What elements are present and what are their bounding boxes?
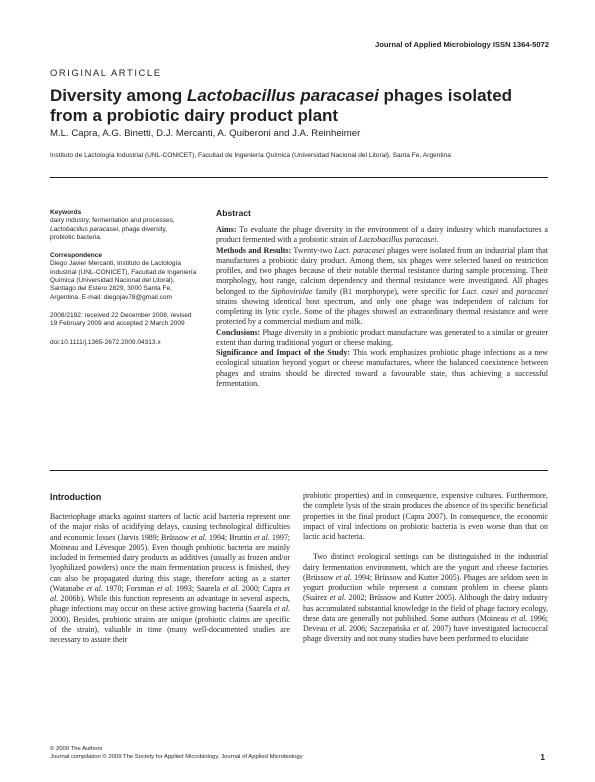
abstract-methods xyxy=(216,246,548,328)
aims-species: Lactobacillus paracasei xyxy=(358,235,437,245)
methods-text-5: strains showing identical host spectrum, and only one phage was independent of calcium for completing its lytic cycle. Some of the phages showed an extraordinary thermal resistance and were protected by a commercial medium and milk. xyxy=(216,296,548,327)
methods-text-1: Twenty-two xyxy=(291,245,335,255)
abstract-body xyxy=(216,225,548,389)
methods-text-4: and xyxy=(498,286,517,296)
c1-i5: et al. xyxy=(222,583,240,593)
conclusions-text: Phage diversity in a probiotic product manufacture was generated to a similar or greater extent than during traditional yogurt or cheese making. xyxy=(216,327,548,347)
keywords-part-1: dairy industry, fermentation and processes, xyxy=(50,217,175,225)
journal-header: Journal of Applied Microbiology ISSN 1364-5072 xyxy=(375,40,549,49)
significance-label: Significance and Impact of the Study: xyxy=(216,348,351,357)
abstract-conclusions xyxy=(216,328,548,349)
conclusions-label: Conclusions: xyxy=(216,327,261,337)
paragraph-gap xyxy=(303,542,548,552)
title-part-2: phages isolated xyxy=(378,86,513,105)
abstract-significance xyxy=(216,348,548,389)
intro-paragraph-1 xyxy=(50,512,290,645)
methods-species-3: paracasei xyxy=(516,286,548,296)
c1-i4: et al. xyxy=(156,583,174,593)
c1-t7: 2006b). While this function represents an advantage in several aspects, phage infections may occur on these active growing bacteria (Saarela xyxy=(50,594,290,614)
copyright-line-1: © 2009 The Authors xyxy=(50,746,103,752)
keywords-part-2: , phage diversity, xyxy=(118,225,168,233)
methods-label: Methods and Results: xyxy=(216,245,292,255)
c1-i6: et al. xyxy=(50,583,290,603)
c2-t6: 2007) have investigated lactococcal phage diversity and not many studies have been performed to elucidate xyxy=(303,624,549,644)
c2-t2: 1994; Brüssow and Kutter 2005). Phages are seldom seen in yogurt production while represent a constant problem in cheese plants (Suárez xyxy=(303,572,548,603)
introduction-column-2 xyxy=(303,491,548,645)
c2-i4: et al. xyxy=(329,624,347,633)
introduction-heading: Introduction xyxy=(50,492,102,502)
intro-paragraph-3 xyxy=(303,552,548,644)
methods-text-2: phages were isolated from an industrial plant that manufactures a probiotic dairy product. Among them, six phages were selected based on restriction profiles, and two phages because of their notable thermal resistance during sample processing. Their morphology, host range, calcium dependency and thermal resistance were investigated. All phages belonged to the xyxy=(216,245,548,296)
c1-t8: 2000). Besides, probiotic strains are unique (probiotic claims are specific of the strain), valuable in time (many well-documented studies are necessary to assure their xyxy=(50,614,290,644)
methods-species-2: Lact. casei xyxy=(461,286,499,296)
title-line-2: from a probiotic dairy product plant xyxy=(50,105,339,125)
introduction-column-1 xyxy=(50,512,290,645)
c2-t1: Two distinct ecological settings can be distinguished in the industrial dairy fermentation environment, which are the yogurt and cheese factories (Brüssow xyxy=(303,552,548,582)
authors: M.L. Capra, A.G. Binetti, D.J. Mercanti, A. Quiberoni and J.A. Reinheimer xyxy=(50,128,361,139)
abstract-aims xyxy=(216,225,548,246)
article-info-sidebar xyxy=(50,209,200,347)
keywords-text xyxy=(50,217,200,242)
abstract-heading: Abstract xyxy=(216,208,251,218)
methods-family: Siphoviridae xyxy=(271,286,313,296)
keywords-species: Lactobacillus paracasei xyxy=(50,225,119,233)
c1-i1: et al. xyxy=(190,532,207,542)
title-part-1: Diversity among xyxy=(50,86,187,105)
abstract xyxy=(216,208,548,389)
header-divider xyxy=(50,177,548,178)
keywords-part-3: probiotic bacteria. xyxy=(50,233,102,241)
significance-text: This work emphasizes probiotic phage infections as a new ecological situation beyond yogurt or cheese manufactures, where the balanced coexistence between phages and strains should be directed toward a favourable state, thus achieving a successful fermentation. xyxy=(216,348,548,388)
methods-text-3: family (B1 morphotype), were specific for xyxy=(312,286,462,296)
c2-i1: et al. xyxy=(335,572,352,582)
c1-t6: 2000; Capra xyxy=(239,583,285,593)
correspondence-text: Diego Javier Mercanti, Instituto de Lactología Industrial (UNL-CONICET), Facultad de Ingeniería Química (Universidad Nacional del Litoral), Santiago del Estero 2829, 3000 Santa Fe, Argentina. E-mail: diegojav78@gmail.com xyxy=(50,260,197,301)
c1-t2: 1994; Bruttin xyxy=(206,532,254,542)
c1-i7: et al. xyxy=(273,604,291,614)
affiliation: Instituto de Lactología Industrial (UNL-CONICET), Facultad de Ingeniería Química (Universidad Nacional del Litoral), Santa Fe, Argentina xyxy=(50,152,451,159)
c1-t1: Bacteriophage attacks against starters of lactic acid bacteria represent one of the major risks of acidifying delays, causing technological difficulties and economic losses (Jarvis 1989; Brüssow xyxy=(50,512,290,542)
received-dates: 2008/2192: received 22 December 2008, revised 19 February 2009 and accepted 2 March 2009 xyxy=(50,311,192,328)
c2-i2: et al. xyxy=(329,593,347,603)
c2-t4: 1996; Deveau xyxy=(303,613,548,633)
c2-i3: et al. xyxy=(510,613,528,623)
keywords-heading: Keywords xyxy=(50,209,82,216)
article-type: ORIGINAL ARTICLE xyxy=(50,67,162,78)
c1-t5: 1993; Saarela xyxy=(173,583,223,593)
methods-species-1: Lact. paracasei xyxy=(334,245,385,255)
aims-text-2: . xyxy=(436,235,439,245)
c2-t3: 2002; Brüssow and Kutter 2005). Although the dairy industry has accumulated substantial knowledge in the field of phage factory ecology, these data are generally not published. Some authors (Moineau xyxy=(303,593,548,623)
page-number: 1 xyxy=(540,752,545,762)
c1-t4: 1970; Forsman xyxy=(102,583,157,593)
title-species: Lactobacillus paracasei xyxy=(187,86,379,105)
c2-t5: 2006; Szczepańska xyxy=(346,624,414,633)
c1-i3: et al. xyxy=(86,583,103,593)
correspondence-heading: Correspondence xyxy=(50,252,103,260)
c2-i5: et al. xyxy=(413,624,430,633)
copyright-line-2: Journal compilation © 2009 The Society for Applied Microbiology, Journal of Applied Microbiology xyxy=(50,754,303,760)
aims-text-1: To evaluate the phage diversity in the environment of a dairy industry which manufactures a product fermented with a probiotic strain of xyxy=(216,225,548,245)
copyright-footer xyxy=(50,745,303,761)
c1-i2: et al. xyxy=(253,532,270,542)
article-title xyxy=(50,86,560,125)
doi: doi:10.1111/j.1365-2672.2009.04313.x xyxy=(50,338,161,346)
abstract-divider xyxy=(50,470,548,471)
aims-label: Aims: xyxy=(216,225,237,234)
intro-paragraph-2: probiotic properties) and in consequence, expensive cultures. Furthermore, the complete lysis of the strain produces the absence of its specific beneficial properties in the final product (Capra 2007). In consequence, the economic impact of viral infections on probiotic bacteria is even worse than that on lactic acid bacteria. xyxy=(303,491,548,541)
c1-t3: 1997; Moineau and Lévesque 2005). Even though probiotic bacteria are mainly included in fermented dairy products as additives (usually as frozen and/or lyophilized powders) once the main fermentation process is finished, they can also be propagated during this stage, therefore acting as a starter (Watanabe xyxy=(50,532,291,593)
